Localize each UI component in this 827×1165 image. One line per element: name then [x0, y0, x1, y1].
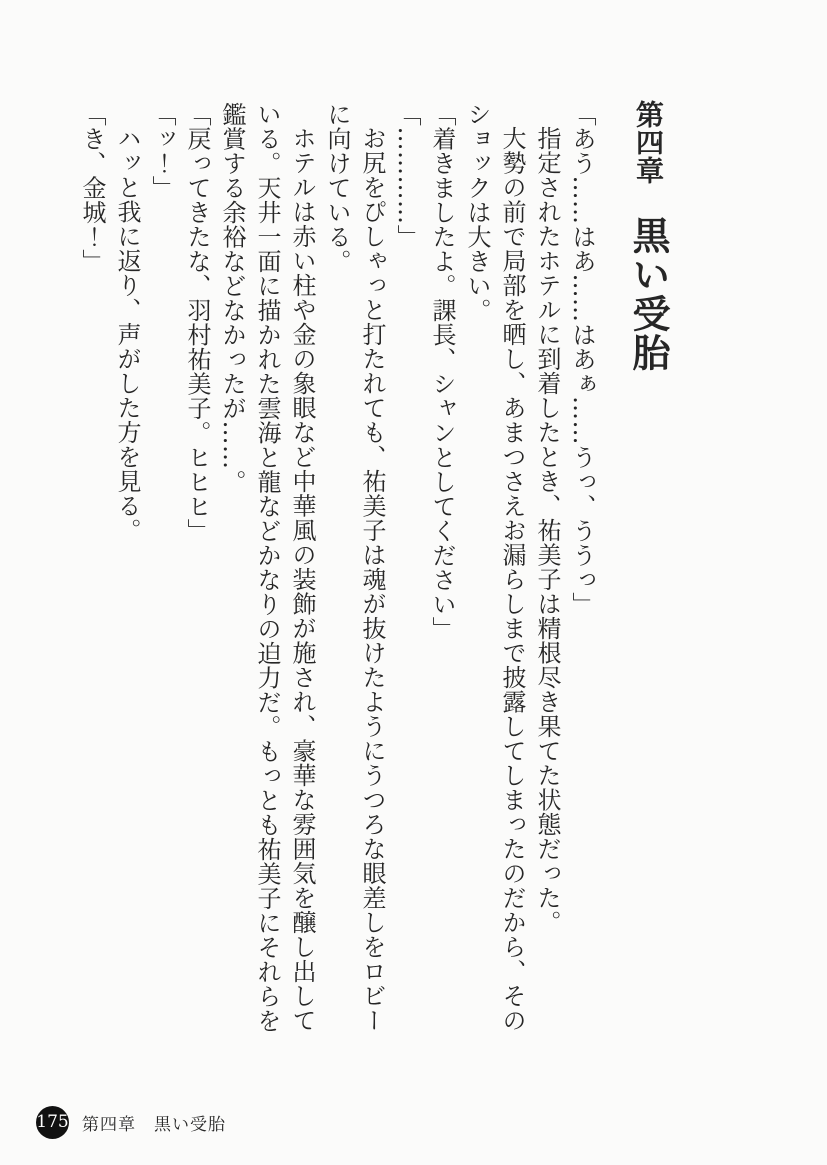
body-text [74, 102, 599, 1040]
text-line: ホテルは赤い柱や金の象眼など中華風の装飾が施され、豪華な雰囲気を醸し出して [288, 126, 316, 1033]
text-line: 大勢の前で局部を晒し、あまつさえお漏らしまで披露してしまったのだから、その [498, 126, 526, 1033]
chapter-heading [621, 100, 676, 372]
text-line: いる。天井一面に描かれた雲海と龍などかなりの迫力だ。もっとも祐美子にそれらを [253, 102, 281, 1033]
text-line: 「き、金城！」 [78, 102, 106, 274]
footer-chapter-label: 第四章 黒い受胎 [82, 1115, 226, 1135]
chapter-number: 第四章 [632, 100, 665, 184]
text-line: 「ッ！」 [148, 102, 176, 200]
text-line: に向けている。 [323, 102, 351, 274]
text-line: ハッと我に返り、声がした方を見る。 [113, 126, 141, 543]
text-line: ショックは大きい。 [463, 102, 491, 323]
text-line: 「あう……はあ……はあぁ……うっ、ううっ」 [568, 102, 596, 617]
chapter-title: 黒い受胎 [626, 215, 671, 372]
page-number: 175 [36, 1112, 69, 1132]
text-line: 「戻ってきたな、羽村祐美子。ヒヒヒ」 [183, 102, 211, 543]
text-line: 鑑賞する余裕などなかったが……。 [218, 102, 246, 494]
page-number-badge [36, 1106, 69, 1139]
text-line: 「着きましたよ。課長、シャンとしてください」 [428, 102, 456, 641]
text-line: お尻をぴしゃっと打たれても、祐美子は魂が抜けたようにうつろな眼差しをロビー [358, 126, 386, 1033]
text-line: 指定されたホテルに到着したとき、祐美子は精根尽き果てた状態だった。 [533, 126, 561, 935]
text-line: 「…………」 [393, 102, 421, 249]
page-footer [36, 1106, 226, 1139]
